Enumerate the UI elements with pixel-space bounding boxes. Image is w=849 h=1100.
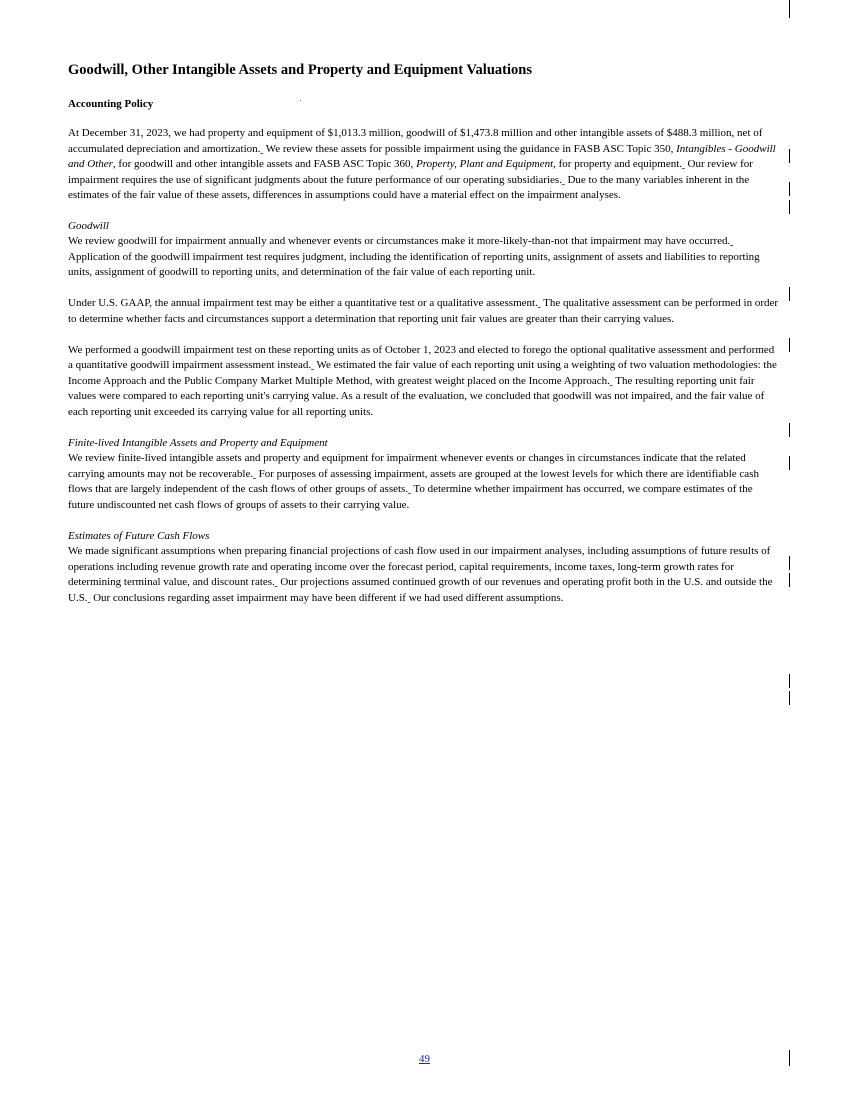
finite-p1-sentence-c: To determine whether impairment has occurred, we compare estimates of the future undiscounted net cash flows of groups of assets to their carrying value. xyxy=(68,483,753,511)
revision-marker xyxy=(682,158,685,170)
goodwill-p3-sentence-b: We estimated the fair value of each reporting unit using a weighting of two valuation methodologies: the Income Approach and the Public Company Market Multiple Method, with greatest weight placed on the Income Approach. xyxy=(68,359,777,387)
subheading-future-cash-flows: Estimates of Future Cash Flows xyxy=(68,529,210,542)
intro-sentence-2a: We review these assets for possible impairment using the guidance in FASB ASC Topic 350, xyxy=(265,142,674,155)
intro-paragraph xyxy=(68,126,780,204)
cashflows-paragraph-1 xyxy=(68,544,780,606)
cashflows-p1-sentence-c: Our conclusions regarding asset impairment may have been different if we had used different assumptions. xyxy=(93,591,564,604)
change-bar xyxy=(789,423,790,437)
revision-marker xyxy=(253,468,256,480)
intro-topic-350-title: Intangibles - Goodwill and Other xyxy=(68,142,776,170)
change-bar xyxy=(789,674,790,688)
subheading-finite-lived-assets: Finite-lived Intangible Assets and Property and Equipment xyxy=(68,436,328,449)
page-title: Goodwill, Other Intangible Assets and Property and Equipment Valuations xyxy=(68,62,532,78)
change-bar xyxy=(789,456,790,470)
revision-marker xyxy=(311,359,314,371)
change-bar xyxy=(789,182,790,196)
intro-sentence-2e: , for property and equipment. xyxy=(553,158,683,170)
goodwill-paragraph-3 xyxy=(68,343,780,421)
change-bar xyxy=(789,691,790,705)
goodwill-p1-sentence-b: Application of the goodwill impairment test requires judgment, including the identification of reporting units, assignment of assets and liabilities to reporting units, assignment of goodwill to reporting units, and determination of the fair value of each reporting unit. xyxy=(68,250,760,278)
revision-marker xyxy=(260,143,263,155)
goodwill-p2-sentence-b: The qualitative assessment can be performed in order to determine whether facts and circumstances support a determination that reporting unit fair values are greater than their carrying values. xyxy=(68,297,779,325)
change-bar xyxy=(789,338,790,352)
page-footer xyxy=(0,1053,849,1065)
change-bar xyxy=(789,287,790,301)
intro-sentence-4: Due to the many variables inherent in the estimates of the fair value of these assets, differences in assumptions could have a material effect on the impairment analyses. xyxy=(68,173,750,201)
revision-marker xyxy=(730,235,733,247)
document-body xyxy=(68,60,780,606)
revision-marker xyxy=(408,483,411,495)
finite-paragraph-1 xyxy=(68,451,780,513)
goodwill-p3-sentence-c: The resulting reporting unit fair values were compared to each reporting unit's carrying value. As a result of the evaluation, we concluded that goodwill was not impaired, and the fair value of each reporting unit exceeded its carrying value for all reporting units. xyxy=(68,374,765,418)
revision-marker xyxy=(538,297,541,309)
revision-marker xyxy=(610,375,613,387)
intro-sentence-2c: , for goodwill and other intangible assets and FASB ASC Topic 360, xyxy=(112,158,414,170)
revision-marker xyxy=(562,174,565,186)
intro-sentence-3: Our review for impairment requires the use of significant judgments about the future performance of our operating subsidiaries. xyxy=(68,158,753,186)
intro-topic-360-title: Property, Plant and Equipment xyxy=(416,158,554,170)
revision-marker xyxy=(275,576,278,588)
intro-sentence-1: At December 31, 2023, we had property and equipment of $1,013.3 million, goodwill of $1,473.8 million and other intangible assets of $488.3 million, net of accumulated depreciation and amortization. xyxy=(68,127,763,155)
goodwill-p1-sentence-a: We review goodwill for impairment annually and whenever events or circumstances make it more-likely-than-not that impairment may have occurred. xyxy=(68,235,731,247)
goodwill-paragraph-2 xyxy=(68,296,780,327)
goodwill-p3-sentence-a: We performed a goodwill impairment test on these reporting units as of October 1, 2023 and elected to forego the optional qualitative assessment and performed a quantitative goodwill impairment assessment instead. xyxy=(68,343,775,371)
change-bar xyxy=(789,200,790,214)
change-bar xyxy=(789,556,790,570)
cashflows-p1-sentence-b: Our projections assumed continued growth of our revenues and operating profit both in the U.S. and outside the U.S. xyxy=(68,576,773,604)
change-bar xyxy=(789,149,790,163)
cashflows-p1-sentence-a: We made significant assumptions when preparing financial projections of cash flow used in our impairment analyses, including assumptions of future results of operations including revenue growth rate and operating income over the forecast period, capital requirements, income taxes, long-term growth rates for determining terminal value, and discount rates. xyxy=(68,545,771,588)
change-bar xyxy=(789,573,790,587)
subheading-goodwill: Goodwill xyxy=(68,219,109,232)
page-number-link[interactable]: 49 xyxy=(419,1053,430,1065)
goodwill-paragraph-1 xyxy=(68,234,780,281)
change-bar xyxy=(789,0,790,18)
finite-p1-sentence-a: We review finite-lived intangible assets and property and equipment for impairment whenever events or changes in circumstances indicate that the related carrying amounts may not be recoverable. xyxy=(68,452,746,480)
section-heading-accounting-policy: Accounting Policy xyxy=(68,98,154,110)
revision-marker xyxy=(88,592,91,604)
finite-p1-sentence-b: For purposes of assessing impairment, assets are grouped at the lowest levels for which there are identifiable cash flows that are largely independent of the cash flows of other groups of assets. xyxy=(68,467,759,495)
goodwill-p2-sentence-a: Under U.S. GAAP, the annual impairment test may be either a quantitative test or a qualitative assessment. xyxy=(68,297,538,309)
